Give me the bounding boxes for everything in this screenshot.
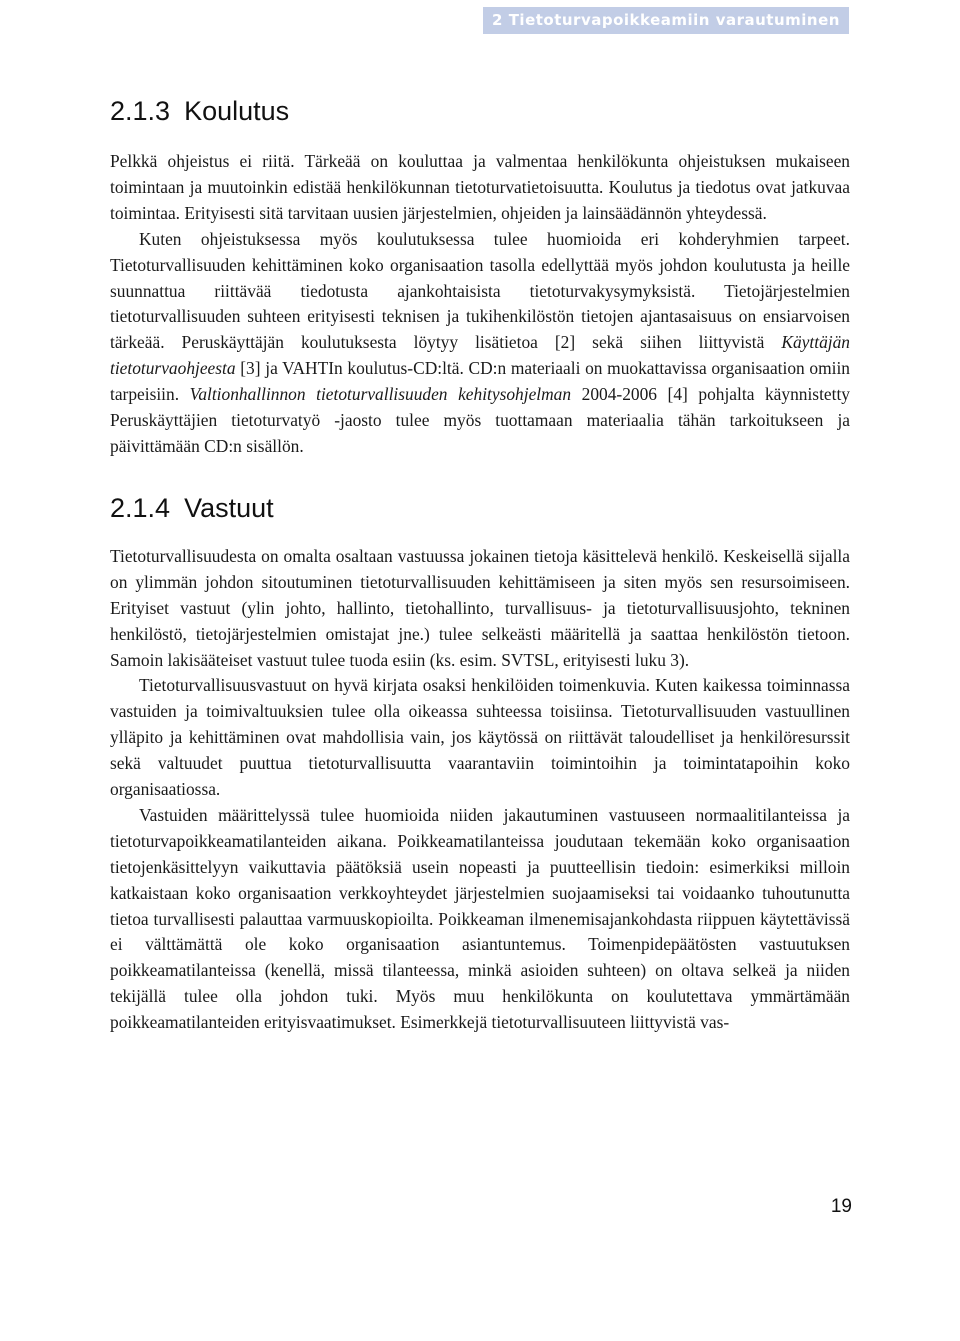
section-heading-vastuut	[110, 490, 850, 526]
running-header: 2 Tietoturvapoikkeamiin varautuminen	[483, 7, 849, 34]
italic-reference: Käyttäjän tietoturvaohjeesta	[110, 332, 850, 379]
section-number: 2.1.3	[110, 96, 171, 126]
paragraph: Pelkkä ohjeistus ei riitä. Tärkeää on kouluttaa ja valmentaa henkilökunta ohjeistuksen mukaiseen toimintaan ja muutoinkin edistää henkilökunnan tietoturvatietoisuutta. Koulutus ja tiedotus ovat jatkuvaa toimintaa. Erityisesti sitä tarvitaan uusien järjestelmien, ohjeiden ja lainsäädännön yhteydessä.	[110, 151, 850, 223]
text-run: [3] ja VAHTIn koulutus-CD:ltä. CD:n materiaali on muokattavissa organisaation omiin tarpeisiin.	[110, 358, 850, 405]
italic-reference: Valtionhallinnon tietoturvallisuuden kehitysohjelman	[189, 384, 572, 405]
text-run: 2004-2006 [4] pohjalta käynnistetty Peruskäyttäjien tietoturvatyö -jaosto tulee myös tuottamaan materiaalia tähän tarkoitukseen ja päivittämään CD:n sisällön.	[110, 384, 850, 456]
paragraph: Tietoturvallisuudesta on omalta osaltaan vastuussa jokainen tietoja käsittelevä henkilö. Keskeisellä sijalla on ylimmän johdon sitoutuminen tietoturvallisuuden kehittämiseen ja siten myös sen resursoimiseen. Erityiset vastuut (ylin johto, hallinto, tietohallinto, turvallisuus- ja tietoturvallisuusjohto, tekninen henkilöstö, tietojärjestelmien omistajat jne.) tulee selkeästi määritellä ja saattaa henkilöstön tietoon. Samoin lakisääteiset vastuut tulee tuoda esiin (ks. esim. SVTSL, erityisesti luku 3).	[110, 545, 850, 670]
section-title: Vastuut	[184, 492, 274, 523]
section-title: Koulutus	[184, 96, 290, 126]
page-number: 19	[830, 1196, 852, 1217]
paragraph	[110, 227, 850, 460]
paragraph: Tietoturvallisuusvastuut on hyvä kirjata osaksi henkilöiden toimenkuvia. Kuten kaikessa toiminnassa vastuiden ja toimivaltuuksien tulee olla oikeassa suhteessa toisiinsa. Tietoturvallisuuden vastuullinen ylläpito ja kehittäminen ovat mahdollisia vain, jos käytössä on riittävät taloudelliset ja henkilöresurssit sekä valtuudet puuttua tietoturvallisuutta vaarantaviin toimintoihin ja toimintatapoihin koko organisaatiossa.	[110, 675, 850, 800]
text-run: Kuten ohjeistuksessa myös koulutuksessa tulee huomioida eri kohderyhmien tarpeet. Tietoturvallisuuden kehittäminen koko organisaation tasolla edellyttää myös johdon koulutusta ja heille suunnattua riittävää tiedotusta ajankohtaisista tietoturvakysymyksistä. Tietojärjestelmien tietoturvallisuuden suhteen erityisesti teknisen ja tukihenkilöstön tietojen ajantasaisuus on ensiarvoisen tärkeää. Peruskäyttäjän koulutuksesta löytyy lisätietoa [2] sekä siihen liittyvistä	[110, 228, 850, 353]
section-heading-koulutus	[110, 93, 850, 129]
page-content	[110, 93, 850, 1036]
section-number: 2.1.4	[110, 492, 171, 523]
paragraph: Vastuiden määrittelyssä tulee huomioida niiden jakautuminen vastuuseen normaalitilanteissa ja tietoturvapoikkeamatilanteiden aikana. Poikkeamatilanteissa joudutaan tekemään koko organisaation tietojenkäsittelyyn vaikuttavia päätöksiä usein nopeasti ja puutteellisin tiedoin: esimerkiksi milloin katkaistaan koko organisaation verkkoyhteydet järjestelmien suojaamiseksi tai voidaanko tuhoutunutta tietoa turvallisesti palauttaa varmuuskopioilta. Poikkeaman ilmenemisajankohdasta riippuen käytettävissä ei välttämättä ole koko organisaation asiantuntemus. Toimenpidepäätösten vastuutuksen poikkeamatilanteissa (kenellä, missä tilanteessa, minkä asioiden suhteen) on oltava selkeä ja niiden tekijällä tulee olla johdon tuki. Myös muu henkilökunta on koulutettava ymmärtämään poikkeamatilanteiden erityisvaatimukset. Esimerkkejä tietoturvallisuuteen liittyvistä vas-	[110, 804, 850, 1033]
